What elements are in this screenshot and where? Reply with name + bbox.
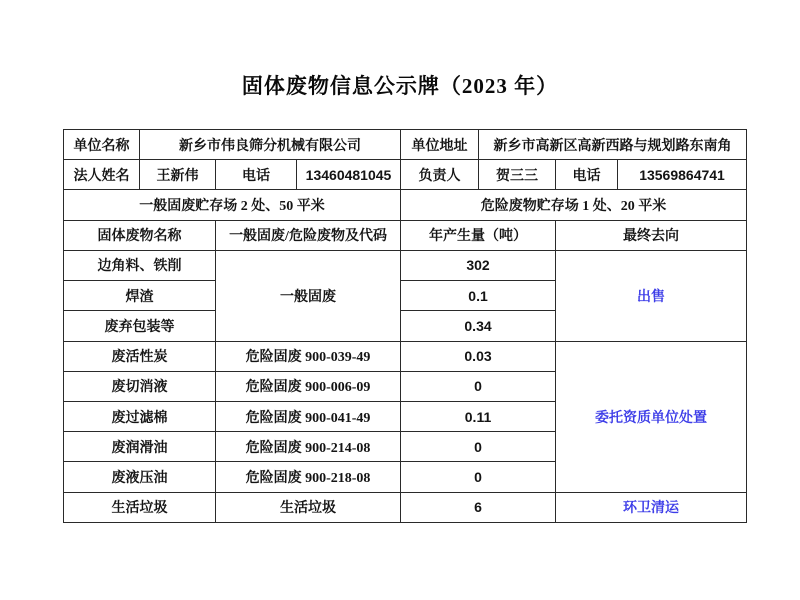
header-destination: 最终去向 [556, 220, 747, 250]
waste-name: 焊渣 [64, 281, 216, 311]
table-row [64, 250, 747, 280]
row-contacts [64, 160, 747, 190]
header-annual-output: 年产生量（吨） [401, 220, 556, 250]
waste-amount: 0 [401, 462, 556, 492]
waste-type-code: 生活垃圾 [216, 492, 401, 522]
waste-amount: 0.11 [401, 401, 556, 431]
row-storage-notes [64, 190, 747, 220]
waste-name: 废切消液 [64, 371, 216, 401]
hazardous-storage-note: 危险废物贮存场 1 处、20 平米 [401, 190, 747, 220]
legal-person-label: 法人姓名 [64, 160, 140, 190]
waste-name: 废润滑油 [64, 432, 216, 462]
waste-name: 生活垃圾 [64, 492, 216, 522]
header-waste-name: 固体废物名称 [64, 220, 216, 250]
waste-name: 边角料、铁削 [64, 250, 216, 280]
table-row [64, 341, 747, 371]
legal-phone-label: 电话 [216, 160, 297, 190]
waste-name: 废液压油 [64, 462, 216, 492]
waste-type-code: 危险固废 900-041-49 [216, 401, 401, 431]
waste-destination: 出售 [556, 250, 747, 341]
waste-amount: 0.1 [401, 281, 556, 311]
page-title: 固体废物信息公示牌（2023 年） [241, 74, 559, 98]
waste-type-code: 危险固废 900-218-08 [216, 462, 401, 492]
waste-name: 废过滤棉 [64, 401, 216, 431]
legal-phone-value: 13460481045 [297, 160, 401, 190]
waste-amount: 0.03 [401, 341, 556, 371]
waste-name: 废弃包装等 [64, 311, 216, 341]
waste-name: 废活性炭 [64, 341, 216, 371]
unit-address-value: 新乡市高新区高新西路与规划路东南角 [479, 130, 747, 160]
waste-destination: 环卫清运 [556, 492, 747, 522]
manager-phone-label: 电话 [556, 160, 618, 190]
unit-address-label: 单位地址 [401, 130, 479, 160]
unit-name-value: 新乡市伟良筛分机械有限公司 [140, 130, 401, 160]
manager-phone-value: 13569864741 [618, 160, 747, 190]
legal-person-name: 王新伟 [140, 160, 216, 190]
waste-type-code: 危险固废 900-214-08 [216, 432, 401, 462]
waste-amount: 0 [401, 432, 556, 462]
table-row [64, 492, 747, 522]
waste-type-code: 危险固废 900-006-09 [216, 371, 401, 401]
waste-amount: 302 [401, 250, 556, 280]
manager-label: 负责人 [401, 160, 479, 190]
header-waste-type-code: 一般固废/危险废物及代码 [216, 220, 401, 250]
general-storage-note: 一般固废贮存场 2 处、50 平米 [64, 190, 401, 220]
row-waste-headers [64, 220, 747, 250]
waste-amount: 6 [401, 492, 556, 522]
row-unit-info [64, 130, 747, 160]
waste-destination: 委托资质单位处置 [556, 341, 747, 492]
waste-type-code: 危险固废 900-039-49 [216, 341, 401, 371]
manager-name: 贺三三 [479, 160, 556, 190]
waste-amount: 0 [401, 371, 556, 401]
waste-amount: 0.34 [401, 311, 556, 341]
waste-type-general: 一般固废 [216, 250, 401, 341]
waste-info-table [63, 129, 747, 523]
unit-name-label: 单位名称 [64, 130, 140, 160]
